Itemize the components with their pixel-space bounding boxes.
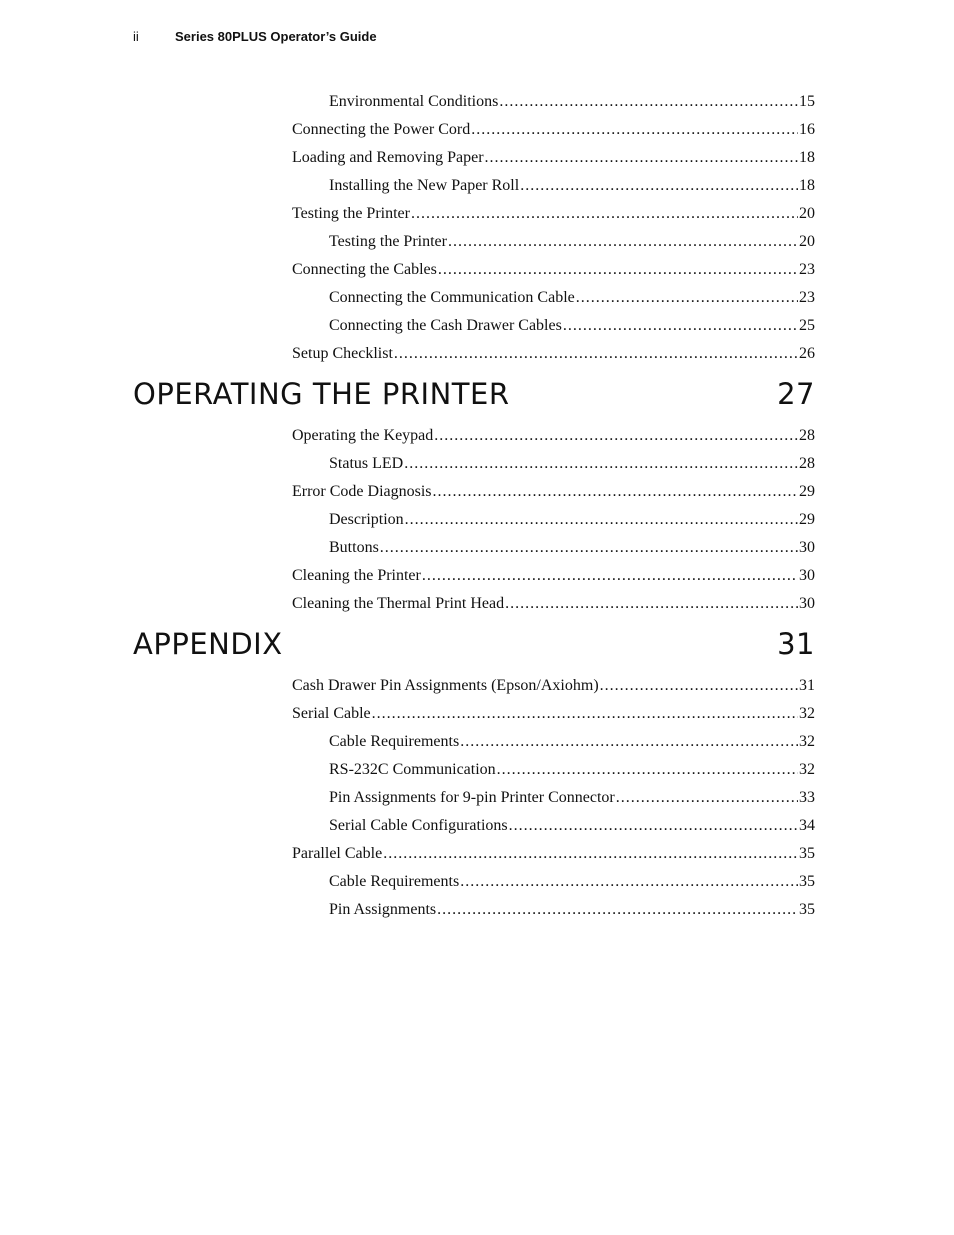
chapter-page: 27 [777,376,815,411]
toc-entry-page: 26 [799,345,815,362]
toc-entry-page: 35 [799,873,815,890]
toc-entry-title: Error Code Diagnosis [292,483,432,500]
toc-entry-page: 34 [799,817,815,834]
toc-entry-page: 30 [799,539,815,556]
chapter-heading-operating[interactable] [133,366,815,421]
toc-entry-page: 25 [799,317,815,334]
toc-entry-page: 18 [799,177,815,194]
toc-entry-title: Environmental Conditions [329,93,499,110]
dot-leader [563,312,798,340]
toc-entry-page: 20 [799,233,815,250]
toc-entry-title: Serial Cable [292,705,371,722]
toc-entry[interactable] [133,728,815,756]
toc-entry-page: 15 [799,93,815,110]
toc-entry-page: 30 [799,595,815,612]
toc-entry[interactable] [133,144,815,172]
dot-leader [509,812,798,840]
toc-entry[interactable] [133,450,815,478]
dot-leader [434,422,798,450]
dot-leader [433,478,798,506]
dot-leader [576,284,798,312]
dot-leader [394,340,798,368]
dot-leader [460,868,798,896]
toc-entry-title: Setup Checklist [292,345,393,362]
toc-entry[interactable] [133,840,815,868]
toc-entry[interactable] [133,896,815,924]
toc-entry-page: 18 [799,149,815,166]
toc-entry-page: 28 [799,427,815,444]
toc-entry-page: 30 [799,567,815,584]
toc-entry[interactable] [133,172,815,200]
toc-entry[interactable] [133,284,815,312]
toc-entry[interactable] [133,812,815,840]
toc-entry-page: 23 [799,261,815,278]
toc-entry-title: Connecting the Power Cord [292,121,471,138]
toc-entry[interactable] [133,200,815,228]
toc-entry[interactable] [133,228,815,256]
toc-entry-page: 35 [799,901,815,918]
toc-entry-title: Cable Requirements [329,873,460,890]
toc-entry-title: Testing the Printer [292,205,410,222]
toc-entry-page: 16 [799,121,815,138]
dot-leader [460,728,798,756]
toc-entry[interactable] [133,312,815,340]
toc-entry-title: Parallel Cable [292,845,383,862]
toc-entry-title: Cable Requirements [329,733,460,750]
dot-leader [411,200,798,228]
toc-entry-title: Status LED [329,455,404,472]
chapter-heading-appendix[interactable] [133,616,815,671]
dot-leader [383,840,798,868]
table-of-contents [133,88,815,924]
chapter-title: OPERATING THE PRINTER [133,376,510,411]
chapter-title: APPENDIX [133,626,283,661]
toc-entry[interactable] [133,700,815,728]
toc-entry[interactable] [133,340,815,368]
dot-leader [505,590,798,618]
dot-leader [499,88,798,116]
dot-leader [485,144,798,172]
toc-entry-page: 32 [799,733,815,750]
dot-leader [616,784,798,812]
toc-entry-title: Serial Cable Configurations [329,817,508,834]
toc-entry-title: Connecting the Cables [292,261,437,278]
toc-entry-title: Pin Assignments for 9-pin Printer Connector [329,789,615,806]
toc-entry-title: Buttons [329,539,379,556]
toc-entry-page: 29 [799,483,815,500]
dot-leader [437,896,798,924]
toc-entry-title: Testing the Printer [329,233,447,250]
toc-entry[interactable] [133,478,815,506]
toc-entry[interactable] [133,868,815,896]
toc-entry-page: 35 [799,845,815,862]
running-header [133,29,377,44]
toc-entry[interactable] [133,672,815,700]
toc-entry-title: Description [329,511,404,528]
toc-entry-page: 31 [799,677,815,694]
dot-leader [404,450,798,478]
toc-entry-title: Loading and Removing Paper [292,149,484,166]
dot-leader [372,700,798,728]
toc-entry-page: 29 [799,511,815,528]
toc-entry-title: Cash Drawer Pin Assignments (Epson/Axiohm) [292,677,599,694]
toc-entry[interactable] [133,784,815,812]
toc-entry[interactable] [133,116,815,144]
toc-entry-title: Connecting the Cash Drawer Cables [329,317,562,334]
dot-leader [520,172,798,200]
toc-entry-title: Pin Assignments [329,901,437,918]
toc-entry[interactable] [133,562,815,590]
toc-entry-title: Connecting the Communication Cable [329,289,575,306]
toc-entry[interactable] [133,88,815,116]
toc-entry-page: 23 [799,289,815,306]
toc-entry-title: Cleaning the Printer [292,567,421,584]
toc-entry[interactable] [133,756,815,784]
toc-entry-page: 28 [799,455,815,472]
dot-leader [438,256,798,284]
toc-entry-title: RS-232C Communication [329,761,496,778]
toc-entry-page: 33 [799,789,815,806]
toc-entry-title: Cleaning the Thermal Print Head [292,595,505,612]
toc-entry-title: Installing the New Paper Roll [329,177,520,194]
toc-entry[interactable] [133,256,815,284]
dot-leader [497,756,798,784]
dot-leader [471,116,798,144]
dot-leader [600,672,798,700]
chapter-page: 31 [777,626,815,661]
toc-entry[interactable] [133,590,815,618]
dot-leader [380,534,798,562]
header-guide-title: Series 80PLUS Operator’s Guide [175,29,377,44]
dot-leader [422,562,798,590]
toc-entry-page: 20 [799,205,815,222]
toc-entry-page: 32 [799,705,815,722]
header-page-number: ii [133,29,139,44]
toc-entry[interactable] [133,534,815,562]
toc-entry[interactable] [133,506,815,534]
dot-leader [448,228,798,256]
toc-entry[interactable] [133,422,815,450]
toc-entry-page: 32 [799,761,815,778]
toc-entry-title: Operating the Keypad [292,427,434,444]
dot-leader [405,506,798,534]
